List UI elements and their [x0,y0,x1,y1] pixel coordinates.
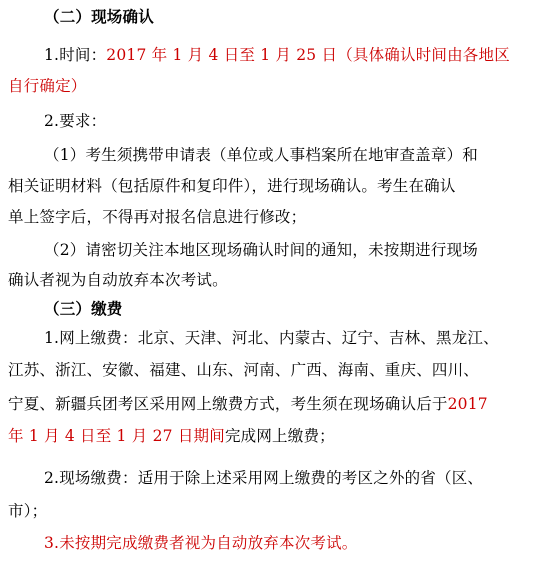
requirement-1-line-1: （1）考生须携带申请表（单位或人事档案所在地审查盖章）和 [44,146,478,164]
online-payment-line-2: 江苏、浙江、安徽、福建、山东、河南、广西、海南、重庆、四川、 [8,361,480,379]
onsite-payment-line-1: 2.现场缴费：适用于除上述采用网上缴费的考区之外的省（区、 [44,469,484,487]
online-payment-line-4: 年 1 月 4 日至 1 月 27 日期间完成网上缴费； [8,427,335,445]
online-payment-period: 年 1 月 4 日至 1 月 27 日期间 [8,427,225,445]
confirmation-time-line [44,44,510,66]
online-payment-line-3: 宁夏、新疆兵团考区采用网上缴费方式，考生须在现场确认后于2017 [8,395,488,413]
requirements-label: 2.要求： [44,112,107,130]
requirement-1-line-2: 相关证明材料（包括原件和复印件），进行现场确认。考生在确认 [8,177,456,195]
section-heading-payment: （三）缴费 [44,299,123,318]
confirmation-time-dates: 2017 年 1 月 4 日至 1 月 25 日（具体确认时间由各地区 [106,46,510,64]
onsite-payment-line-2: 市）； [8,502,48,520]
confirmation-time-dates-continued: 自行确定） [8,77,87,95]
section-heading-on-site-confirmation: （二）现场确认 [44,7,154,26]
online-payment-line-1: 1.网上缴费：北京、天津、河北、内蒙古、辽宁、吉林、黑龙江、 [44,329,499,347]
requirement-2-line-2: 确认者视为自动放弃本次考试。 [8,271,228,289]
requirement-2-line-1: （2）请密切关注本地区现场确认时间的通知，未按期进行现场 [44,241,478,259]
online-payment-year: 2017 [447,395,488,413]
requirement-1-line-3: 单上签字后，不得再对报名信息进行修改； [8,208,307,226]
payment-deadline-warning: 3.未按期完成缴费者视为自动放弃本次考试。 [44,534,358,552]
confirmation-time-label: 1.时间： [44,46,107,64]
